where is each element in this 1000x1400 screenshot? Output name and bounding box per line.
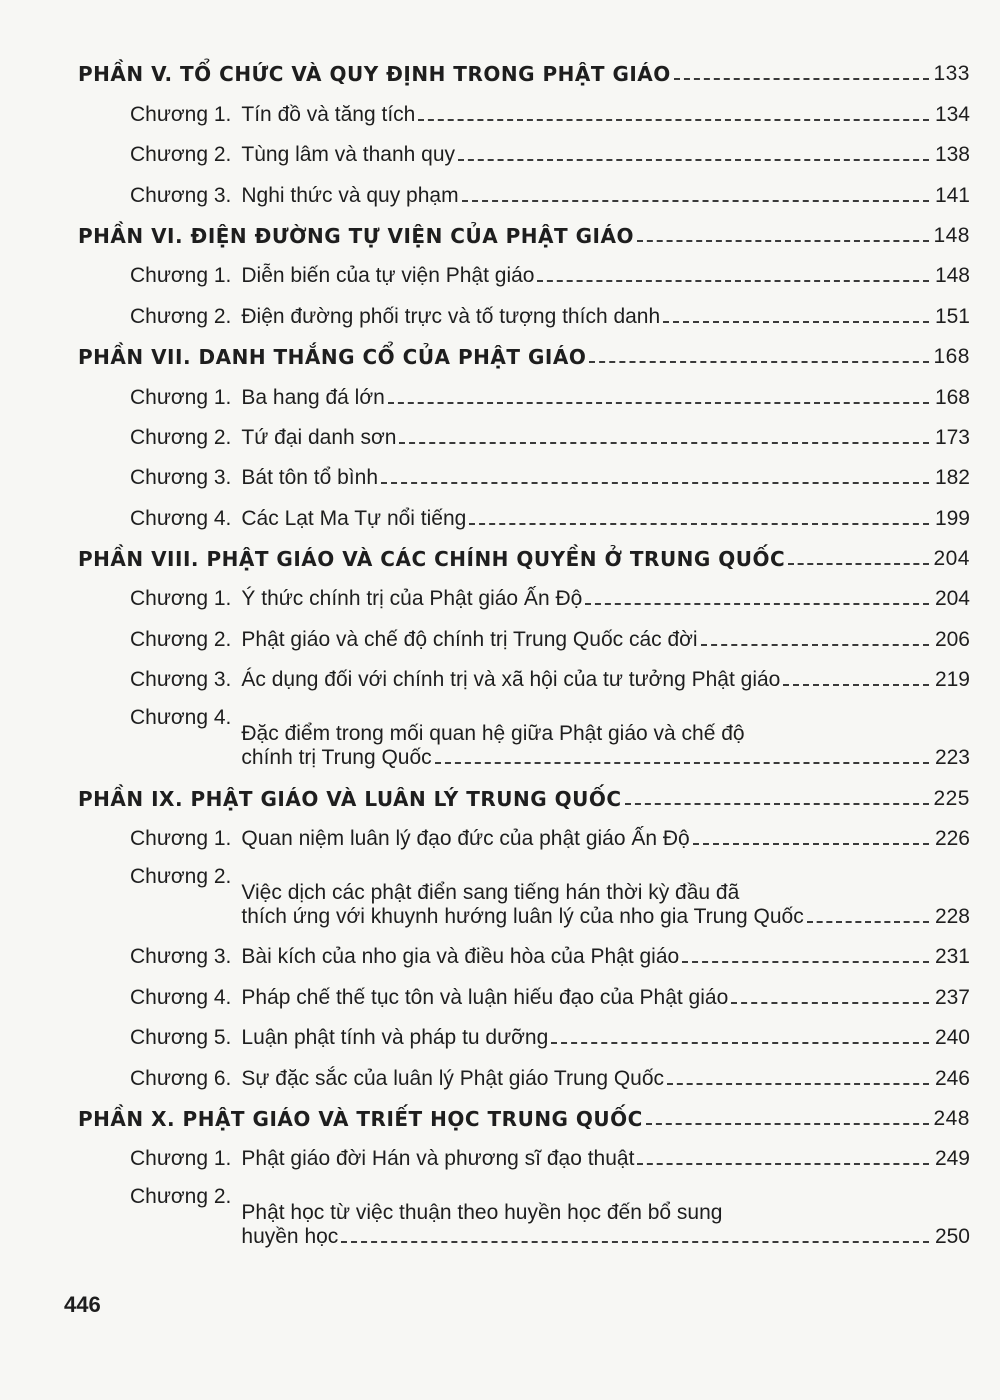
page-ref: 248 [933, 1106, 970, 1130]
dot-leader [701, 644, 929, 646]
dot-leader [731, 1002, 929, 1004]
page-ref: 240 [934, 1026, 970, 1050]
page-ref: 182 [934, 466, 970, 490]
chapter-number: Chương 4. [130, 985, 232, 1009]
page-ref: 138 [934, 143, 970, 167]
chapter-number: Chương 3. [130, 668, 232, 692]
chapter-number: Chương 1. [130, 264, 232, 288]
toc-chapter-entry [78, 133, 970, 173]
toc-chapter-entry [78, 496, 970, 536]
toc-chapter-entry [78, 658, 970, 698]
chapter-title: Tín đồ và tăng tích [241, 102, 416, 126]
dot-leader [807, 921, 929, 923]
page-ref: 206 [934, 627, 970, 651]
page-ref: 225 [933, 786, 970, 810]
page-ref: 246 [934, 1066, 970, 1090]
chapter-number: Chương 1. [130, 587, 232, 611]
toc-part-entry [78, 776, 970, 816]
page-ref: 173 [934, 425, 970, 449]
part-title: PHẦN VII. DANH THẮNG CỔ CỦA PHẬT GIÁO [78, 345, 587, 370]
chapter-title: Diễn biến của tự viện Phật giáo [241, 264, 535, 288]
page-ref: 237 [934, 985, 970, 1009]
chapter-title-line1: Đặc điểm trong mối quan hệ giữa Phật giáo và chế độ [241, 722, 745, 746]
chapter-title: Pháp chế thế tục tôn và luận hiếu đạo của Phật giáo [241, 985, 729, 1009]
toc-chapter-entry [78, 857, 970, 935]
part-title: PHẦN V. TỔ CHỨC VÀ QUY ĐỊNH TRONG PHẬT GIÁO [78, 62, 671, 87]
toc-chapter-entry [78, 294, 970, 334]
toc-chapter-entry [78, 1137, 970, 1177]
chapter-number: Chương 2. [130, 627, 232, 651]
part-title: PHẦN VI. ĐIỆN ĐƯỜNG TỰ VIỆN CỦA PHẬT GIÁO [78, 223, 634, 248]
page-ref: 226 [934, 827, 970, 851]
chapter-title: Ý thức chính trị của Phật giáo Ấn Độ [241, 587, 583, 611]
chapter-number: Chương 6. [130, 1066, 232, 1090]
dot-leader [788, 563, 929, 565]
chapter-title: Phật giáo và chế độ chính trị Trung Quốc các đời [241, 627, 698, 651]
page-ref: 249 [934, 1147, 970, 1171]
toc-chapter-entry [78, 1016, 970, 1056]
dot-leader [625, 803, 929, 805]
page-ref: 204 [934, 587, 970, 611]
chapter-title: Sự đặc sắc của luân lý Phật giáo Trung Quốc [241, 1066, 665, 1090]
toc-chapter-entry [78, 817, 970, 857]
chapter-number: Chương 3. [130, 466, 232, 490]
page-ref: 250 [934, 1225, 970, 1249]
dot-leader [381, 482, 929, 484]
dot-leader [341, 1241, 929, 1243]
toc-chapter-entry [78, 1177, 970, 1255]
toc-chapter-entry [78, 173, 970, 213]
table-of-contents [78, 52, 970, 1255]
chapter-number: Chương 2. [130, 865, 232, 889]
chapter-title: Các Lạt Ma Tự nổi tiếng [241, 506, 467, 530]
page-ref: 134 [934, 102, 970, 126]
toc-chapter-entry [78, 1056, 970, 1096]
toc-chapter-entry [78, 92, 970, 132]
toc-chapter-entry [78, 456, 970, 496]
page-ref: 133 [933, 62, 970, 86]
page-ref: 204 [933, 547, 970, 571]
toc-chapter-entry [78, 935, 970, 975]
chapter-number: Chương 2. [130, 1185, 232, 1209]
dot-leader [637, 1163, 929, 1165]
dot-leader [667, 1083, 929, 1085]
dot-leader [469, 523, 929, 525]
chapter-title: Ba hang đá lớn [241, 385, 385, 409]
chapter-title: Nghi thức và quy phạm [241, 183, 459, 207]
chapter-title: Quan niệm luân lý đạo đức của phật giáo Ấn Độ [241, 827, 690, 851]
part-title: PHẦN IX. PHẬT GIÁO VÀ LUÂN LÝ TRUNG QUỐC [78, 786, 622, 811]
chapter-number: Chương 2. [130, 143, 232, 167]
dot-leader [783, 684, 929, 686]
dot-leader [435, 762, 929, 764]
dot-leader [388, 402, 929, 404]
page-ref: 199 [934, 506, 970, 530]
chapter-title: Phật giáo đời Hán và phương sĩ đạo thuật [241, 1147, 635, 1171]
part-title: PHẦN X. PHẬT GIÁO VÀ TRIẾT HỌC TRUNG QUỐC [78, 1106, 643, 1131]
toc-part-entry [78, 335, 970, 375]
chapter-number: Chương 5. [130, 1026, 232, 1050]
page-ref: 168 [933, 345, 970, 369]
dot-leader [458, 159, 929, 161]
dot-leader [589, 361, 929, 363]
chapter-title-line2: thích ứng với khuynh hướng luân lý của nho gia Trung Quốc [241, 905, 804, 929]
toc-chapter-entry [78, 375, 970, 415]
dot-leader [418, 119, 929, 121]
page-ref: 228 [934, 905, 970, 929]
toc-part-entry [78, 537, 970, 577]
chapter-number: Chương 3. [130, 945, 232, 969]
dot-leader [551, 1042, 929, 1044]
toc-chapter-entry [78, 416, 970, 456]
toc-chapter-entry [78, 577, 970, 617]
toc-chapter-entry [78, 617, 970, 657]
dot-leader [682, 961, 929, 963]
chapter-title-line2: huyền học [241, 1225, 339, 1249]
chapter-number: Chương 4. [130, 706, 232, 730]
chapter-title-line1: Việc dịch các phật điển sang tiếng hán thời kỳ đầu đã [241, 881, 740, 905]
chapter-title: Bài kích của nho gia và điều hòa của Phật giáo [241, 945, 680, 969]
page-number: 446 [64, 1292, 101, 1317]
chapter-number: Chương 1. [130, 1147, 232, 1171]
chapter-number: Chương 4. [130, 506, 232, 530]
chapter-number: Chương 1. [130, 102, 232, 126]
page-ref: 148 [933, 223, 970, 247]
chapter-title: Ác dụng đối với chính trị và xã hội của tư tưởng Phật giáo [241, 668, 781, 692]
dot-leader [646, 1123, 929, 1125]
chapter-title: Tứ đại danh sơn [241, 425, 397, 449]
chapter-title-line2: chính trị Trung Quốc [241, 746, 432, 770]
toc-part-entry [78, 1097, 970, 1137]
page-ref: 141 [934, 183, 970, 207]
page-ref: 168 [934, 385, 970, 409]
chapter-title: Luận phật tính và pháp tu dưỡng [241, 1026, 549, 1050]
dot-leader [693, 843, 929, 845]
chapter-title-line1: Phật học từ việc thuận theo huyền học đến bổ sung [241, 1201, 723, 1225]
toc-chapter-entry [78, 975, 970, 1015]
dot-leader [537, 280, 929, 282]
chapter-number: Chương 1. [130, 385, 232, 409]
chapter-title: Bát tôn tổ bình [241, 466, 378, 490]
chapter-number: Chương 2. [130, 304, 232, 328]
toc-chapter-entry [78, 254, 970, 294]
chapter-number: Chương 2. [130, 425, 232, 449]
dot-leader [674, 78, 929, 80]
part-title: PHẦN VIII. PHẬT GIÁO VÀ CÁC CHÍNH QUYỀN Ở TRUNG QUỐC [78, 547, 786, 572]
dot-leader [399, 442, 929, 444]
page-ref: 231 [934, 945, 970, 969]
dot-leader [462, 200, 929, 202]
chapter-title: Tùng lâm và thanh quy [241, 143, 456, 167]
toc-chapter-entry [78, 698, 970, 776]
chapter-number: Chương 3. [130, 183, 232, 207]
toc-part-entry [78, 52, 970, 92]
chapter-title: Điện đường phối trực và tố tượng thích danh [241, 304, 661, 328]
dot-leader [663, 321, 929, 323]
dot-leader [637, 240, 929, 242]
page-ref: 223 [934, 746, 970, 770]
page-ref: 219 [934, 668, 970, 692]
page-ref: 151 [934, 304, 970, 328]
dot-leader [585, 603, 929, 605]
chapter-number: Chương 1. [130, 827, 232, 851]
toc-part-entry [78, 214, 970, 254]
page-ref: 148 [934, 264, 970, 288]
